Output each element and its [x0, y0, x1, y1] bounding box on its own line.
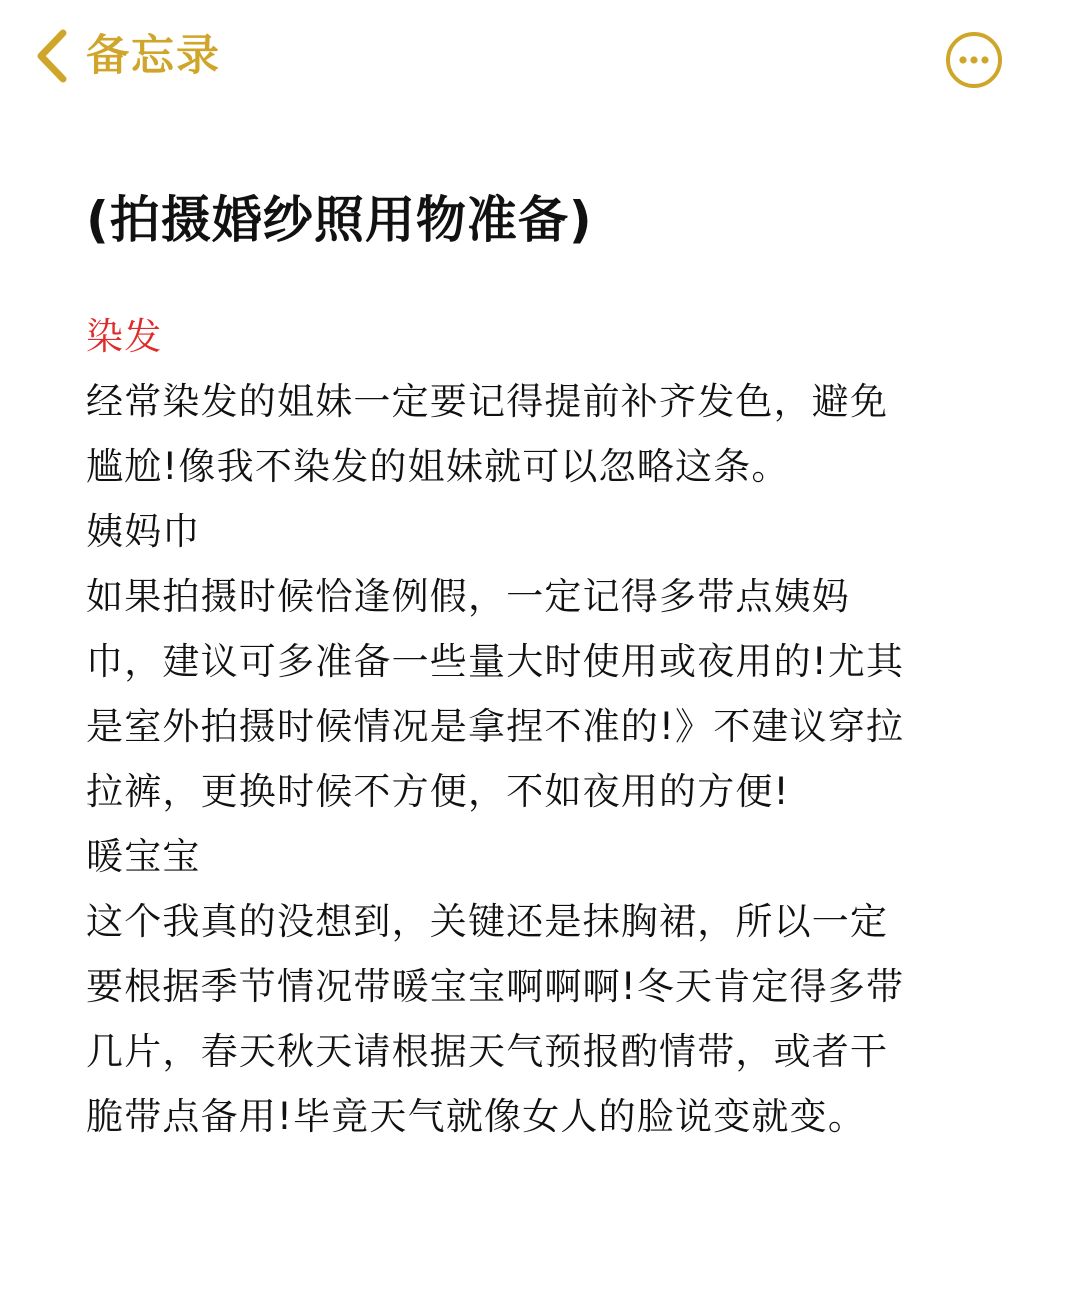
note-text-line: 几片，春天秋天请根据天气预报酌情带，或者干: [86, 1030, 889, 1073]
note-content[interactable]: [86, 184, 986, 1149]
note-text-line: 如果拍摄时候恰逢例假，一定记得多带点姨妈: [86, 575, 850, 618]
note-title: (拍摄婚纱照用物准备): [86, 191, 593, 249]
note-text-line: 拉裤，更换时候不方便，不如夜用的方便!: [86, 770, 790, 813]
note-text-line: 姨妈巾: [86, 510, 201, 553]
note-text-line: 要根据季节情况带暖宝宝啊啊啊!冬天肯定得多带: [86, 965, 905, 1008]
note-section-heading: 染发: [86, 315, 163, 358]
more-horizontal-icon: [944, 30, 1004, 90]
back-button[interactable]: [34, 24, 221, 88]
note-text-line: 这个我真的没想到，关键还是抹胸裙，所以一定: [86, 900, 889, 943]
top-navigation-bar: [0, 0, 1080, 115]
note-text-line: 巾，建议可多准备一些量大时使用或夜用的!尤其: [86, 640, 905, 683]
note-text-line: 暖宝宝: [86, 835, 201, 878]
back-label: 备忘录: [86, 31, 221, 81]
note-body: [86, 304, 986, 1149]
chevron-left-icon: [34, 28, 68, 84]
note-text-line: 经常染发的姐妹一定要记得提前补齐发色，避免: [86, 380, 889, 423]
note-text-line: 脆带点备用!毕竟天气就像女人的脸说变就变。: [86, 1095, 867, 1138]
more-options-button[interactable]: [944, 30, 1004, 90]
note-text-line: 是室外拍摄时候情况是拿捏不准的!》不建议穿拉: [86, 705, 905, 748]
note-text-line: 尴尬!像我不染发的姐妹就可以忽略这条。: [86, 445, 790, 488]
